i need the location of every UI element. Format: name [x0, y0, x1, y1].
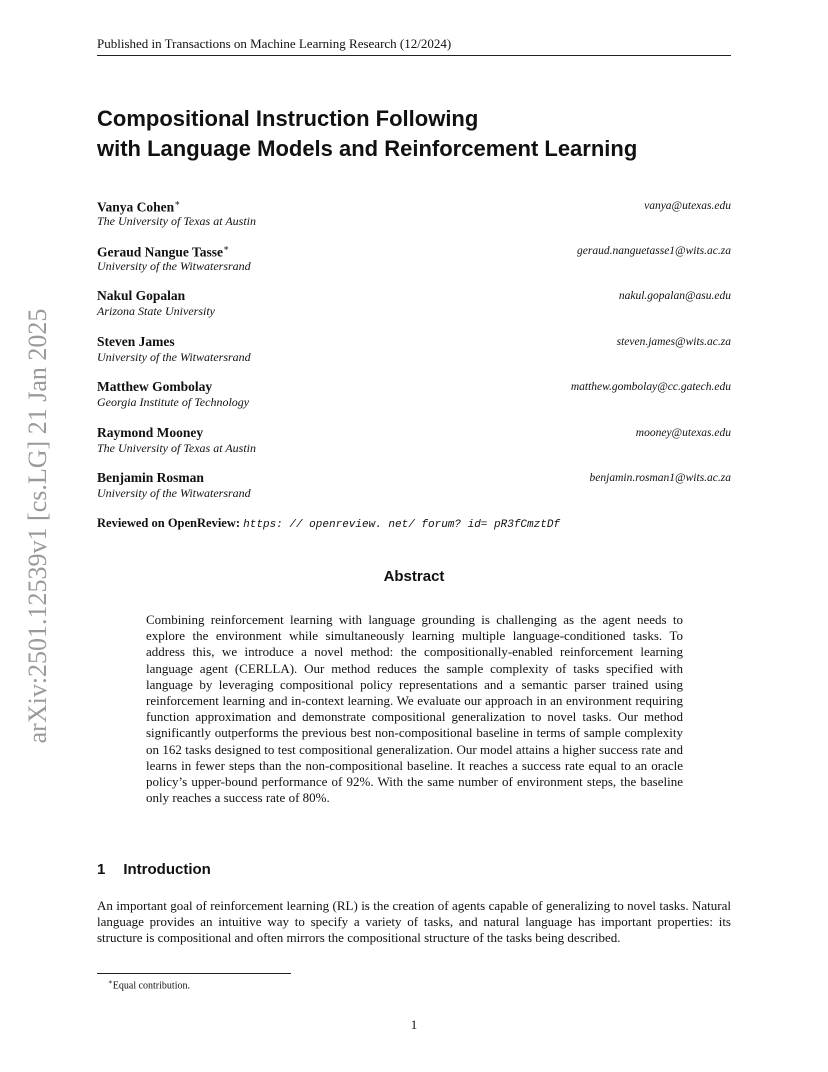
section-heading-introduction	[97, 861, 211, 878]
author-email[interactable]: mooney@utexas.edu	[635, 427, 731, 439]
equal-contribution-mark: ∗	[223, 243, 230, 253]
author-block	[97, 288, 731, 324]
title-line-1: Compositional Instruction Following	[97, 106, 479, 131]
author-block	[97, 425, 731, 461]
author-email[interactable]: steven.james@wits.ac.za	[616, 336, 731, 348]
abstract-heading: Abstract	[383, 568, 445, 585]
author-name: Raymond Mooney	[97, 425, 204, 440]
author-email[interactable]: nakul.gopalan@asu.edu	[618, 290, 731, 302]
paper-title	[97, 104, 737, 164]
title-line-2: with Language Models and Reinforcement Learning	[97, 136, 638, 161]
author-affiliation: University of the Witwatersrand	[97, 259, 251, 273]
review-line	[97, 516, 560, 531]
author-affiliation: University of the Witwatersrand	[97, 350, 251, 364]
section-title: Introduction	[123, 861, 211, 878]
author-block	[97, 379, 731, 415]
author-name: Matthew Gombolay	[97, 379, 213, 394]
author-email[interactable]: benjamin.rosman1@wits.ac.za	[589, 472, 731, 484]
arxiv-stamp: arXiv:2501.12539v1 [cs.LG] 21 Jan 2025	[23, 308, 52, 744]
abstract-text: Combining reinforcement learning with language grounding is challenging as the agent needs to explore the environment while simultaneously learning multiple language-conditioned tasks. To address this, we introduce a novel method: the compositionally-enabled reinforcement learning language agent (CERLLA). Our method reduces the sample complexity of tasks specified with language by leveraging compositional policy representations and a semantic parser trained using reinforcement learning and in-context learning. We evaluate our approach in an environment requiring function approximation and demonstrate compositional generalization to novel tasks. Our method significantly outperforms the previous best non-compositional baseline in terms of sample complexity on 162 tasks designed to test compositional generalization. Our model attains a higher success rate and learns in fewer steps than the non-compositional baseline. It reaches a success rate equal to an oracle policy’s upper-bound performance of 92%. With the same number of environment steps, the baseline only reaches a success rate of 80%.	[146, 612, 683, 806]
author-affiliation: Arizona State University	[97, 304, 215, 318]
author-email[interactable]: geraud.nanguetasse1@wits.ac.za	[576, 245, 731, 257]
introduction-text: An important goal of reinforcement learning (RL) is the creation of agents capable of generalizing to novel tasks. Natural language provides an intuitive way to specify a variety of tasks, and natural language has important properties: its structure is compositional and often mirrors the compositional structure of the tasks being described.	[97, 898, 731, 946]
author-email[interactable]: vanya@utexas.edu	[644, 200, 731, 212]
author-name: Steven James	[97, 334, 175, 349]
author-name: Nakul Gopalan	[97, 288, 186, 303]
author-affiliation: University of the Witwatersrand	[97, 486, 251, 500]
author-block	[97, 243, 731, 279]
running-head: Published in Transactions on Machine Learning Research (12/2024)	[97, 36, 731, 56]
section-number: 1	[97, 861, 106, 878]
author-name: Vanya Cohen∗	[97, 198, 181, 215]
footnote	[108, 978, 190, 991]
author-name: Benjamin Rosman	[97, 470, 204, 485]
author-block	[97, 470, 731, 506]
footnote-text: Equal contribution.	[112, 980, 190, 992]
author-affiliation: The University of Texas at Austin	[97, 441, 256, 455]
page-number: 1	[410, 1017, 418, 1032]
author-block	[97, 334, 731, 370]
footnote-rule	[97, 973, 291, 974]
author-email[interactable]: matthew.gombolay@cc.gatech.edu	[570, 381, 731, 393]
openreview-link[interactable]: https: // openreview. net/ forum? id= pR3fCmztDf	[243, 519, 561, 531]
footnote-mark: ∗	[108, 978, 113, 986]
author-affiliation: The University of Texas at Austin	[97, 214, 256, 228]
author-name: Geraud Nangue Tasse∗	[97, 243, 230, 260]
author-affiliation: Georgia Institute of Technology	[97, 395, 250, 409]
equal-contribution-mark: ∗	[174, 198, 181, 208]
review-label: Reviewed on OpenReview:	[97, 516, 241, 530]
author-block	[97, 198, 731, 234]
